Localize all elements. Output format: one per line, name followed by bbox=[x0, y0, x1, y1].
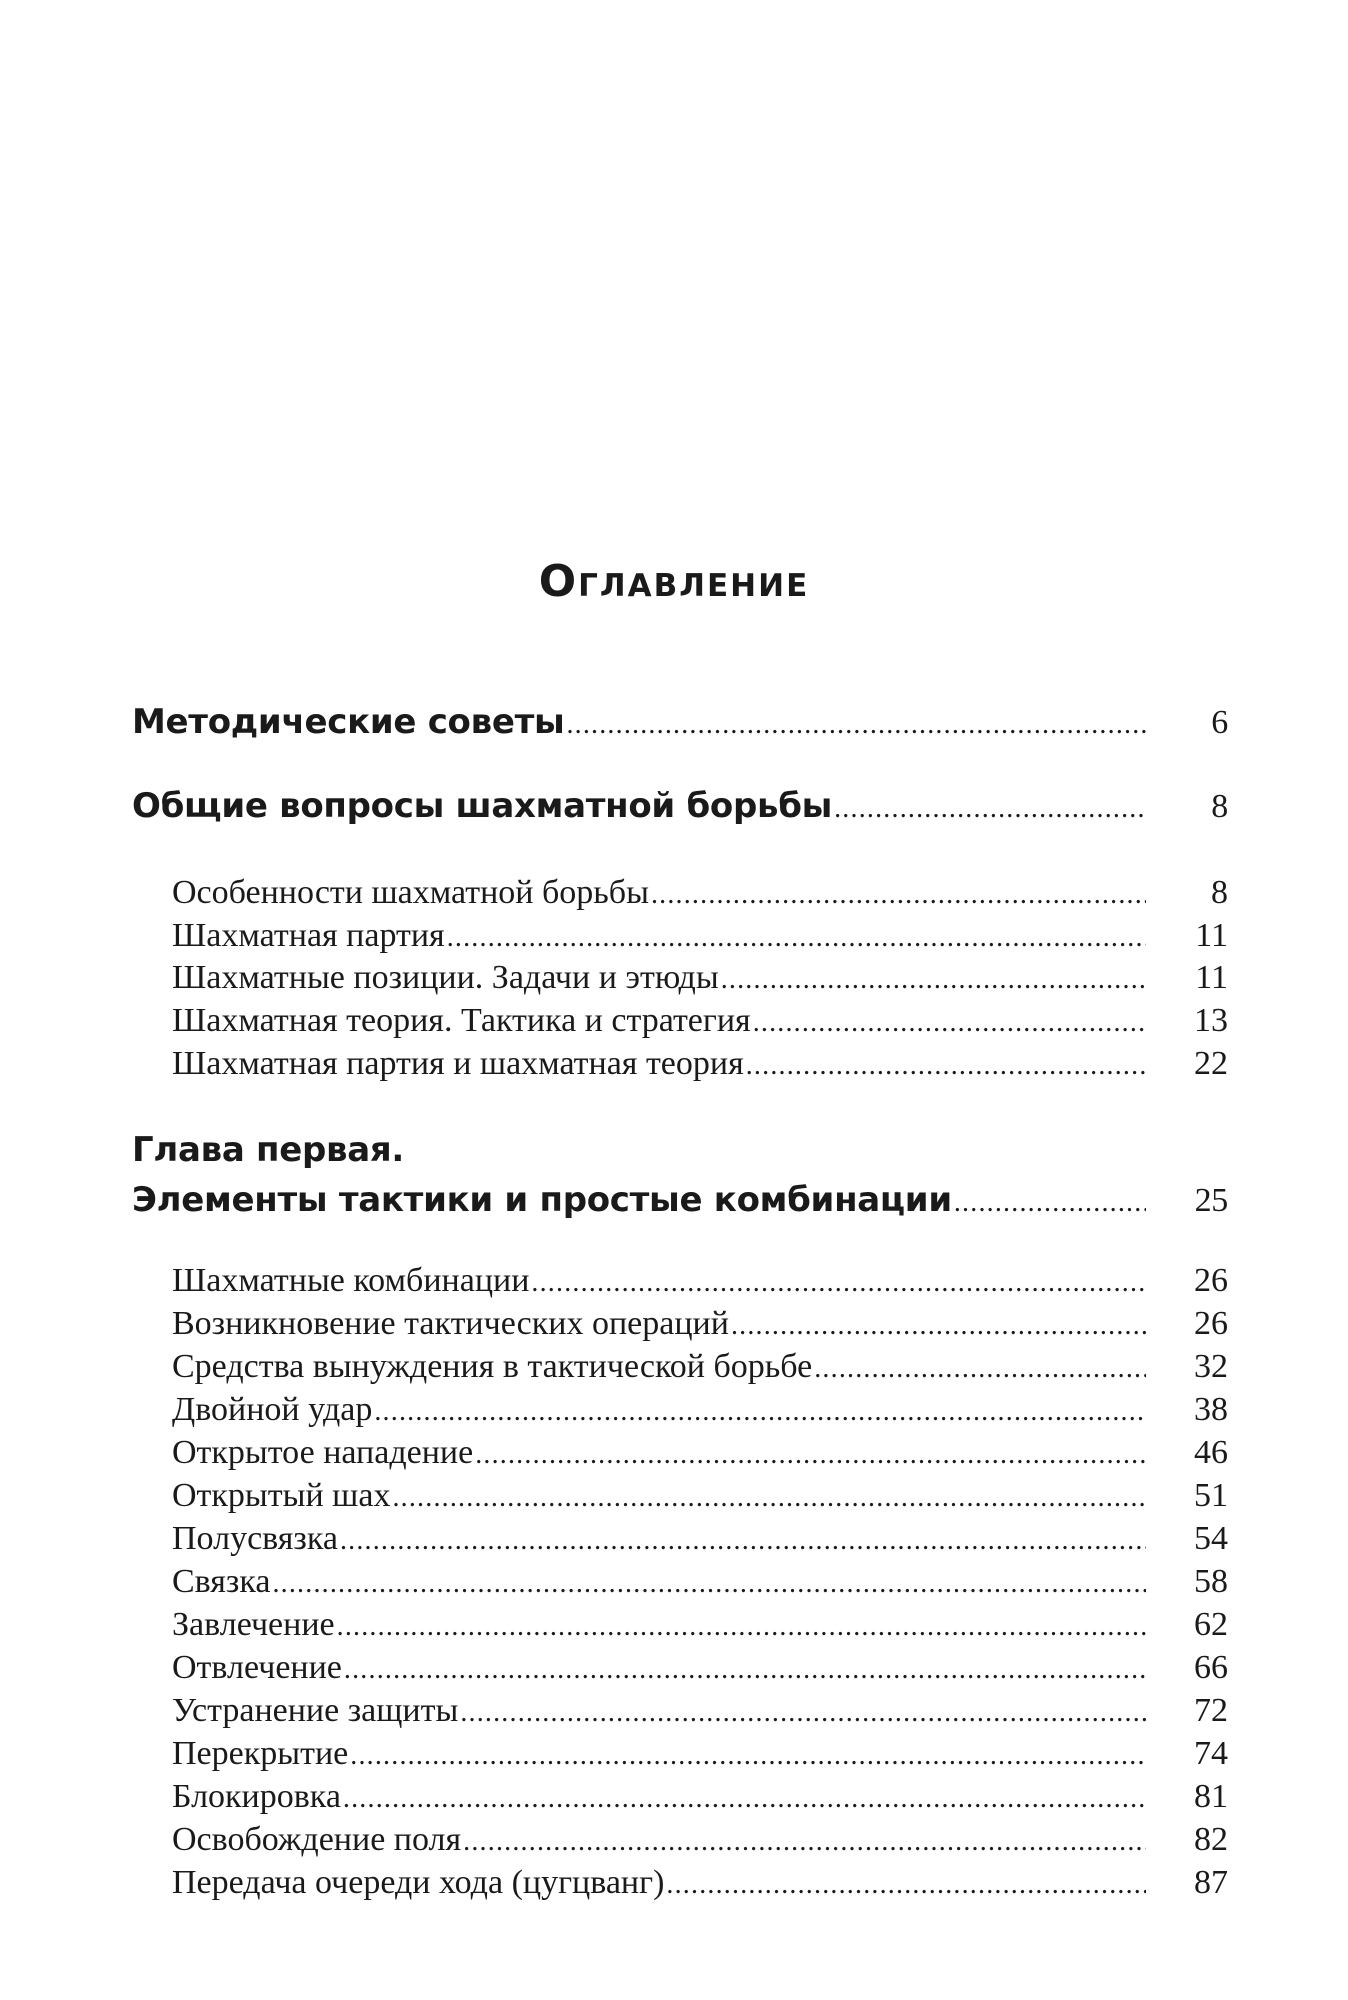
toc-entry[interactable] bbox=[172, 1434, 1228, 1472]
toc-entry-label: Особенности шахматной борьбы bbox=[172, 874, 649, 911]
toc-entry-label: Открытое нападение bbox=[172, 1434, 474, 1471]
toc-page-number: 58 bbox=[1194, 1563, 1228, 1600]
toc-entry[interactable] bbox=[172, 1002, 1228, 1040]
toc-page-number: 51 bbox=[1194, 1477, 1228, 1514]
dot-leader bbox=[954, 1187, 1146, 1219]
toc-entry-label: Освобождение поля bbox=[172, 1821, 462, 1858]
toc-entry-label: Средства вынуждения в тактической борьбе bbox=[172, 1348, 813, 1385]
dot-leader bbox=[531, 1267, 1146, 1299]
toc-page-number: 8 bbox=[1211, 874, 1228, 911]
toc-entry[interactable] bbox=[172, 1520, 1228, 1558]
toc-page-number: 38 bbox=[1194, 1391, 1228, 1428]
toc-entry[interactable] bbox=[172, 1563, 1228, 1601]
toc-page-number: 54 bbox=[1194, 1520, 1228, 1557]
toc-entry-label: Шахматная партия и шахматная теория bbox=[172, 1045, 744, 1082]
toc-entry[interactable] bbox=[172, 1045, 1228, 1083]
toc-page-number: 66 bbox=[1194, 1649, 1228, 1686]
toc-entry[interactable] bbox=[172, 1692, 1228, 1730]
toc-entry-label: Двойной удар bbox=[172, 1391, 373, 1428]
dot-leader bbox=[343, 1783, 1146, 1815]
toc-page-number: 72 bbox=[1194, 1692, 1228, 1729]
toc-page-number: 8 bbox=[1211, 788, 1228, 825]
toc-entry-label: Шахматная партия bbox=[172, 917, 445, 954]
toc-entry[interactable] bbox=[172, 917, 1228, 955]
toc-page-number: 25 bbox=[1194, 1182, 1228, 1219]
toc-entry[interactable] bbox=[172, 1262, 1228, 1300]
chapter-heading: Глава первая. bbox=[132, 1130, 405, 1170]
toc-page-number: 26 bbox=[1194, 1305, 1228, 1342]
dot-leader bbox=[814, 1353, 1146, 1385]
dot-leader bbox=[834, 793, 1146, 825]
toc-entry-label: Общие вопросы шахматной борьбы bbox=[132, 786, 833, 826]
dot-leader bbox=[340, 1525, 1146, 1557]
toc-entry-label: Устранение защиты bbox=[172, 1692, 459, 1729]
dot-leader bbox=[475, 1439, 1146, 1471]
toc-page-number: 11 bbox=[1195, 959, 1228, 996]
dot-leader bbox=[566, 709, 1146, 741]
toc-entry-label: Отвлечение bbox=[172, 1649, 342, 1686]
dot-leader bbox=[350, 1740, 1146, 1772]
dot-leader bbox=[731, 1310, 1146, 1342]
toc-page-number: 62 bbox=[1194, 1606, 1228, 1643]
toc-page-number: 32 bbox=[1194, 1348, 1228, 1385]
toc-entry[interactable] bbox=[172, 1305, 1228, 1343]
toc-page-number: 13 bbox=[1194, 1002, 1228, 1039]
toc-section-entry[interactable] bbox=[132, 786, 1228, 826]
dot-leader bbox=[344, 1654, 1146, 1686]
toc-page-number: 11 bbox=[1195, 917, 1228, 954]
toc-entry[interactable] bbox=[172, 1735, 1228, 1773]
toc-entry-label: Возникновение тактических операций bbox=[172, 1305, 729, 1342]
toc-section-entry[interactable] bbox=[132, 702, 1228, 742]
toc-entry-label: Методические советы bbox=[132, 702, 565, 742]
toc-entry-label: Шахматные комбинации bbox=[172, 1262, 530, 1299]
toc-entry-label: Передача очереди хода (цугцванг) bbox=[172, 1864, 665, 1901]
toc-entry-label: Блокировка bbox=[172, 1778, 341, 1815]
page-title: Оглавление bbox=[538, 556, 810, 607]
dot-leader bbox=[460, 1697, 1146, 1729]
toc-entry[interactable] bbox=[172, 1821, 1228, 1859]
toc-entry[interactable] bbox=[172, 959, 1228, 997]
toc-entry[interactable] bbox=[172, 1391, 1228, 1429]
toc-entry-label: Перекрытие bbox=[172, 1735, 349, 1772]
toc-entry[interactable] bbox=[172, 874, 1228, 912]
toc-entry-label: Завлечение bbox=[172, 1606, 335, 1643]
toc-entry[interactable] bbox=[172, 1778, 1228, 1816]
toc-entry-label: Шахматные позиции. Задачи и этюды bbox=[172, 959, 719, 996]
toc-entry[interactable] bbox=[172, 1477, 1228, 1515]
toc-page-number: 74 bbox=[1194, 1735, 1228, 1772]
toc-entry[interactable] bbox=[172, 1649, 1228, 1687]
toc-entry-label: Полусвязка bbox=[172, 1520, 338, 1557]
toc-entry[interactable] bbox=[172, 1348, 1228, 1386]
dot-leader bbox=[272, 1568, 1146, 1600]
toc-page-number: 81 bbox=[1194, 1778, 1228, 1815]
toc-entry-label: Открытый шах bbox=[172, 1477, 391, 1514]
dot-leader bbox=[721, 964, 1146, 996]
toc-entry-label: Связка bbox=[172, 1563, 271, 1600]
toc-page-number: 82 bbox=[1194, 1821, 1228, 1858]
toc-page-number: 46 bbox=[1194, 1434, 1228, 1471]
dot-leader bbox=[666, 1869, 1146, 1901]
dot-leader bbox=[392, 1482, 1146, 1514]
toc-chapter-entry[interactable] bbox=[132, 1180, 1228, 1220]
dot-leader bbox=[337, 1611, 1146, 1643]
toc-page-number: 87 bbox=[1194, 1864, 1228, 1901]
dot-leader bbox=[447, 922, 1146, 954]
toc-page-number: 22 bbox=[1194, 1045, 1228, 1082]
dot-leader bbox=[746, 1050, 1146, 1082]
dot-leader bbox=[463, 1826, 1146, 1858]
dot-leader bbox=[753, 1007, 1146, 1039]
toc-entry-label: Элементы тактики и простые комбинации bbox=[132, 1180, 952, 1220]
dot-leader bbox=[651, 879, 1146, 911]
toc-page-number: 26 bbox=[1194, 1262, 1228, 1299]
dot-leader bbox=[374, 1396, 1146, 1428]
toc-page-number: 6 bbox=[1211, 704, 1228, 741]
toc-entry[interactable] bbox=[172, 1864, 1228, 1902]
toc-entry[interactable] bbox=[172, 1606, 1228, 1644]
toc-entry-label: Шахматная теория. Тактика и стратегия bbox=[172, 1002, 751, 1039]
